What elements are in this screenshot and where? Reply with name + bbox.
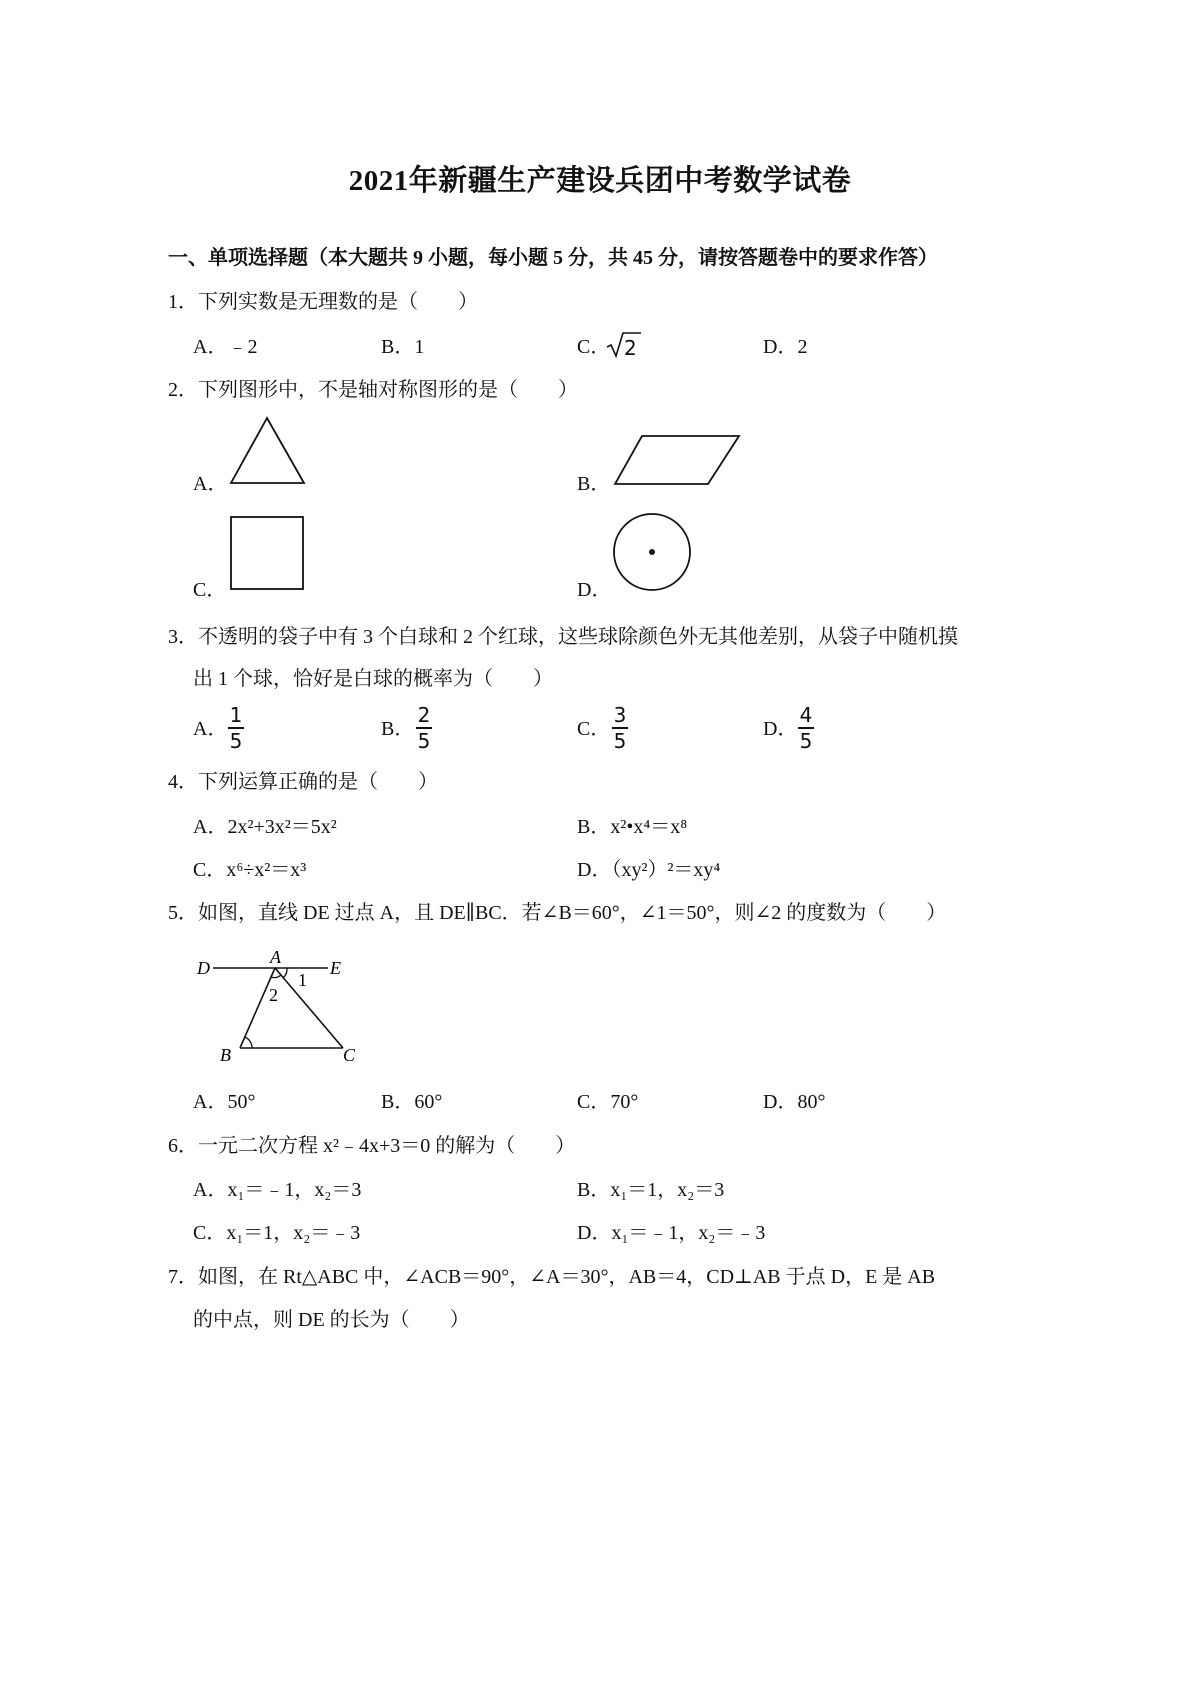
q5-option-d: D．80° xyxy=(763,1091,826,1113)
fraction-numerator: 2 xyxy=(417,703,431,727)
q6-option-c: C．x₁＝1，x₂＝﹣3 xyxy=(193,1222,361,1244)
q1-option-b: B．1 xyxy=(381,336,425,358)
q5-option-b: B．60° xyxy=(381,1091,443,1113)
parallel-lines-triangle-figure xyxy=(195,945,370,1070)
q5-option-a: A．50° xyxy=(193,1091,256,1113)
q6-option-a: A．x₁＝﹣1，x₂＝3 xyxy=(193,1179,362,1201)
question-1-stem: 1．下列实数是无理数的是（ ） xyxy=(168,291,478,313)
fraction-numerator: 1 xyxy=(229,703,243,727)
q1-option-a: A．﹣2 xyxy=(193,336,258,358)
question-3-stem-line1: 3．不透明的袋子中有 3 个白球和 2 个红球，这些球除颜色外无其他差别，从袋子中随机摸 xyxy=(168,626,958,648)
angle-label-2: 2 xyxy=(269,985,278,1005)
question-2-stem: 2．下列图形中，不是轴对称图形的是（ ） xyxy=(168,379,578,401)
question-4-stem: 4．下列运算正确的是（ ） xyxy=(168,771,438,793)
q3-option-b-fraction xyxy=(416,705,432,751)
q4-option-b: B．x²•x⁴＝x⁸ xyxy=(577,816,688,838)
square-figure xyxy=(228,513,308,593)
page-title: 2021年新疆生产建设兵团中考数学试卷 xyxy=(348,165,852,197)
q3-option-a: A． xyxy=(193,718,228,740)
q6-option-d: D．x₁＝﹣1，x₂＝﹣3 xyxy=(577,1222,766,1244)
section-heading: 一、单项选择题（本大题共 9 小题，每小题 5 分，共 45 分，请按答题卷中的要求作答） xyxy=(168,247,938,269)
point-label-A: A xyxy=(270,947,281,967)
q3-option-d-fraction xyxy=(798,705,814,751)
q5-option-c: C．70° xyxy=(577,1091,639,1113)
fraction-denominator: 5 xyxy=(417,728,431,753)
q3-option-c: C． xyxy=(577,718,611,740)
point-label-B: B xyxy=(220,1045,231,1065)
q1-option-d: D．2 xyxy=(763,336,808,358)
fraction-numerator: 3 xyxy=(613,703,627,727)
q2-option-b: B． xyxy=(577,473,611,495)
triangle-figure xyxy=(225,412,310,487)
q3-option-d: D． xyxy=(763,718,798,740)
point-label-C: C xyxy=(343,1045,356,1065)
fraction-numerator: 4 xyxy=(799,703,813,727)
q1-option-c: C． xyxy=(577,336,611,358)
angle-label-1: 1 xyxy=(298,970,307,990)
question-7-stem-line1: 7．如图，在 Rt△ABC 中，∠ACB＝90°，∠A＝30°，AB＝4，CD⊥AB 于点 D，E 是 AB xyxy=(168,1266,936,1288)
q4-option-a: A．2x²+3x²＝5x² xyxy=(193,816,337,838)
question-7-stem-line2: 的中点，则 DE 的长为（ ） xyxy=(193,1309,470,1331)
question-3-stem-line2: 出 1 个球，恰好是白球的概率为（ ） xyxy=(193,668,553,690)
fraction-denominator: 5 xyxy=(229,728,243,753)
point-label-E: E xyxy=(330,958,341,978)
q2-option-d: D． xyxy=(577,579,612,601)
q4-option-d: D．（xy²）²＝xy⁴ xyxy=(577,859,721,881)
q3-option-b: B． xyxy=(381,718,415,740)
circle-figure xyxy=(610,510,694,594)
q6-option-b: B．x₁＝1，x₂＝3 xyxy=(577,1179,725,1201)
point-label-D: D xyxy=(197,958,210,978)
q2-option-a: A． xyxy=(193,473,228,495)
question-5-stem: 5．如图，直线 DE 过点 A，且 DE∥BC．若∠B＝60°，∠1＝50°，则∠2 的度数为（ ） xyxy=(168,902,947,924)
q3-option-c-fraction xyxy=(612,705,628,751)
fraction-denominator: 5 xyxy=(613,728,627,753)
q4-option-c: C．x⁶÷x²＝x³ xyxy=(193,859,307,881)
question-6-stem: 6．一元二次方程 x²﹣4x+3＝0 的解为（ ） xyxy=(168,1135,576,1157)
parallelogram-figure xyxy=(610,430,745,490)
fraction-denominator: 5 xyxy=(799,728,813,753)
q2-option-c: C． xyxy=(193,579,227,601)
q3-option-a-fraction xyxy=(228,705,244,751)
q1-option-c-radicand: 2 xyxy=(624,336,637,360)
